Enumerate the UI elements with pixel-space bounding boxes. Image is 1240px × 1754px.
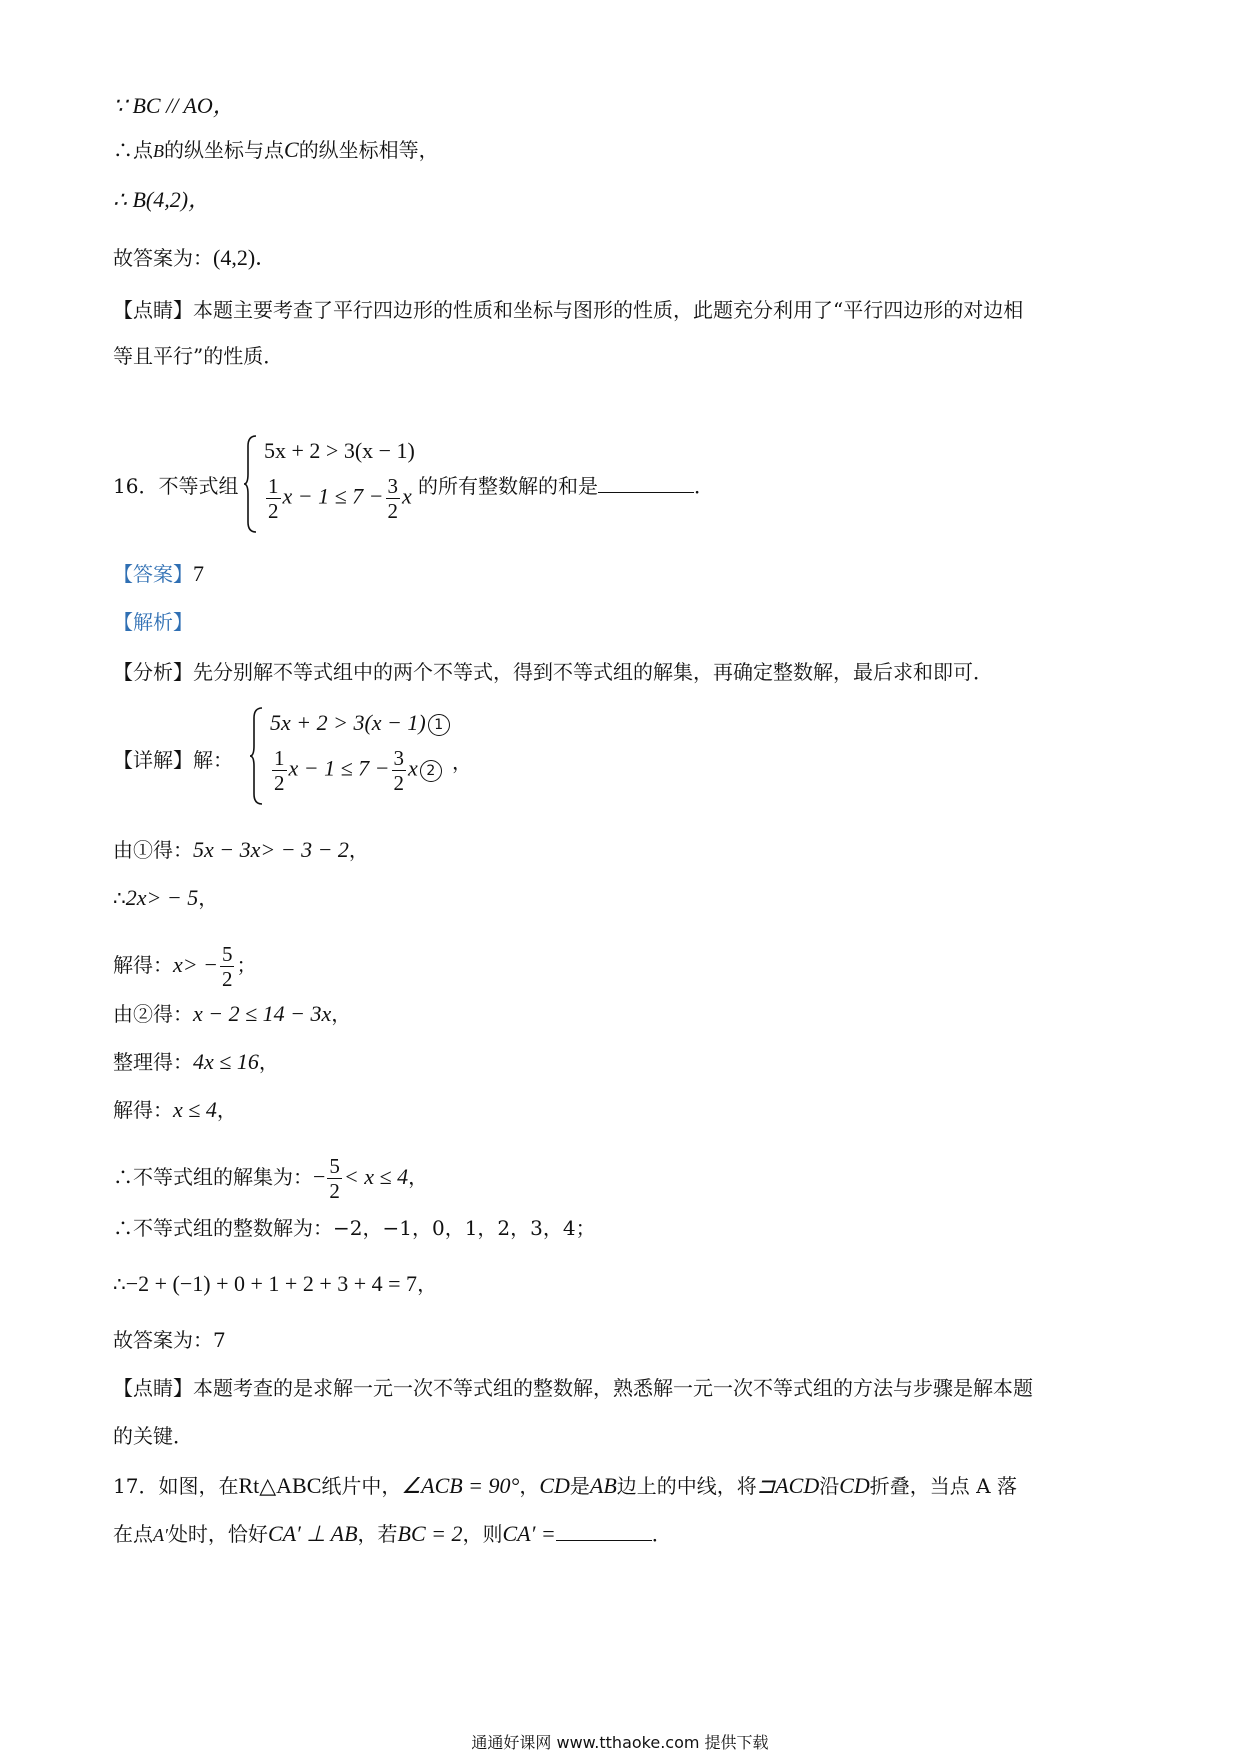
point-c: C [284,137,299,162]
math: −2 + (−1) + 0 + 1 + 2 + 3 + 4 = 7 [125,1271,418,1296]
answer-blank[interactable] [598,474,694,493]
text: 由②得： [113,1002,193,1026]
text: 解得： [113,1098,173,1122]
dianjing-2-line2 [113,1422,193,1450]
frac-den: 2 [268,499,279,523]
text: ． [694,474,714,498]
text: 【点睛】本题主要考查了平行四边形的性质和坐标与图形的性质，此题充分利用了“平行四边形的对边相 [113,298,1024,322]
text: ∴不等式组的解集为： [113,1165,313,1189]
answer-line [113,560,204,588]
frac-num: 3 [393,746,405,770]
frac-num: 1 [268,474,279,498]
text: ， [216,1098,237,1122]
text: 【详解】解： [113,748,233,772]
text: ， [519,1474,540,1498]
step-2 [113,884,218,912]
math: CD [839,1473,870,1498]
step-9 [113,1270,437,1298]
answer-label: 【答案】 [113,562,193,586]
math: 2x> − 5 [125,885,199,910]
math: A′ [153,1525,168,1545]
frac-num: 1 [274,746,285,770]
frac-den: 2 [274,771,285,795]
row2-mid: x − 1 ≤ 7 − [288,755,390,781]
line-since [113,92,235,120]
left-brace-icon [244,434,258,534]
answer-coords: (4,2)． [213,245,278,270]
math: x − 2 ≤ 14 − 3x [193,1001,332,1026]
step-3 [113,942,256,991]
text: 的关键． [113,1424,193,1448]
answer-blank[interactable] [556,1522,652,1541]
math: Rt△ABC [238,1473,322,1498]
frac-den: 2 [329,1179,340,1203]
math: x> − [173,952,218,977]
math: CD [539,1473,570,1498]
text: 沿 [819,1474,840,1498]
question-17-line1 [113,1472,1017,1500]
text: 折叠，当点 A 落 [869,1474,1017,1498]
jiexi-line [113,608,193,636]
q16-prefix: 16．不等式组 [113,474,239,498]
question-17-line2 [113,1520,672,1549]
text: 由①得： [113,838,193,862]
math: CA′ = [502,1521,556,1546]
text: 边上的中线，将 [616,1474,757,1498]
point-b-coords: ∴ B(4,2)， [113,187,211,212]
row1-text: 5x + 2 > 3(x − 1) [270,710,426,735]
text: ∴不等式组的整数解为：−2，−1，0，1，2，3，4； [113,1216,596,1240]
text: ， [198,886,219,910]
step-1 [113,836,369,864]
q16-suffix: 的所有整数解的和是 [418,474,598,498]
question-16 [113,472,238,500]
step-10 [113,1326,226,1354]
math: − [313,1164,326,1189]
text: ； [236,953,257,977]
text: ∴ [113,886,126,910]
step-7 [113,1154,428,1203]
question-16-suffix [418,472,714,500]
dianjing-2-line1 [113,1374,1033,1402]
text: 故答案为：7 [113,1328,226,1352]
text: 是 [569,1474,590,1498]
frac-den: 2 [221,967,233,991]
frac-den: 2 [387,499,399,523]
point-b: B [153,141,164,161]
xiangjie-comma [452,748,472,776]
text: ． [651,1522,672,1546]
frac-num: 3 [387,474,399,498]
step-4 [113,1000,351,1028]
text: ，则 [462,1522,503,1546]
text: ， [258,1050,279,1074]
math: 5x − 3x> − 3 − 2 [193,837,349,862]
frac-den: 2 [393,771,405,795]
dianjing-1-line1 [113,296,1023,324]
math: < x ≤ 4 [343,1164,409,1189]
math: ⊐ACD [756,1473,820,1498]
text: 整理得： [113,1050,193,1074]
system2-row2 [270,746,442,795]
jiexi-label: 【解析】 [113,610,193,634]
step-6 [113,1096,237,1124]
page-footer: 通通好课网 www.tthaoke.com 提供下载 [471,1733,769,1752]
left-brace-icon [250,706,264,806]
text: 等且平行”的性质． [113,344,284,368]
text: 在点 [113,1522,153,1546]
dianjing-1-line2 [113,342,283,370]
text: 故答案为： [113,246,213,270]
line-therefore-1 [113,136,439,165]
system1-row2 [264,474,412,523]
text: 处时，恰好 [167,1522,268,1546]
text: 解得： [113,953,173,977]
text: 的纵坐标相等， [298,138,439,162]
circled-two-icon: 2 [420,760,442,782]
math: CA′ ⊥ AB [267,1521,358,1546]
step-8 [113,1214,596,1242]
text: 的纵坐标与点 [164,138,284,162]
text: ， [348,838,369,862]
text: ， [417,1272,438,1296]
system2-row1 [270,710,450,736]
text: ， [452,750,472,774]
xiangjie-label [113,746,233,774]
text: ， [331,1002,352,1026]
system1-row1: 5x + 2 > 3(x − 1) [264,438,415,463]
text: ∴点 [113,138,153,162]
text: ，若 [357,1522,398,1546]
line-answer-15 [113,244,277,272]
row2-mid: x − 1 ≤ 7 − [282,483,384,509]
text: ∴ [113,1272,126,1296]
math: ∠ACB = 90° [401,1473,520,1498]
circled-one-icon: 1 [428,714,450,736]
row2-x: x [408,755,418,781]
answer-value: 7 [193,561,204,586]
text: 17．如图，在 [113,1474,239,1498]
line-therefore-2 [113,186,210,214]
text: 【分析】先分别解不等式组中的两个不等式，得到不等式组的解集，再确定整数解，最后求和即可． [113,660,993,684]
text: ， [408,1165,429,1189]
since-statement: ∵ BC // AO， [113,93,235,118]
text: 【点睛】本题考查的是求解一元一次不等式组的整数解，熟悉解一元一次不等式组的方法与步骤是解本题 [113,1376,1033,1400]
math: x ≤ 4 [173,1097,217,1122]
frac-num: 5 [221,942,233,966]
math: AB [589,1473,617,1498]
math: BC = 2 [397,1521,463,1546]
math: 4x ≤ 16 [193,1049,259,1074]
text: 纸片中， [321,1474,402,1498]
row2-x: x [402,483,412,509]
frac-num: 5 [329,1154,340,1178]
step-5 [113,1048,279,1076]
fenxi-line [113,658,993,686]
